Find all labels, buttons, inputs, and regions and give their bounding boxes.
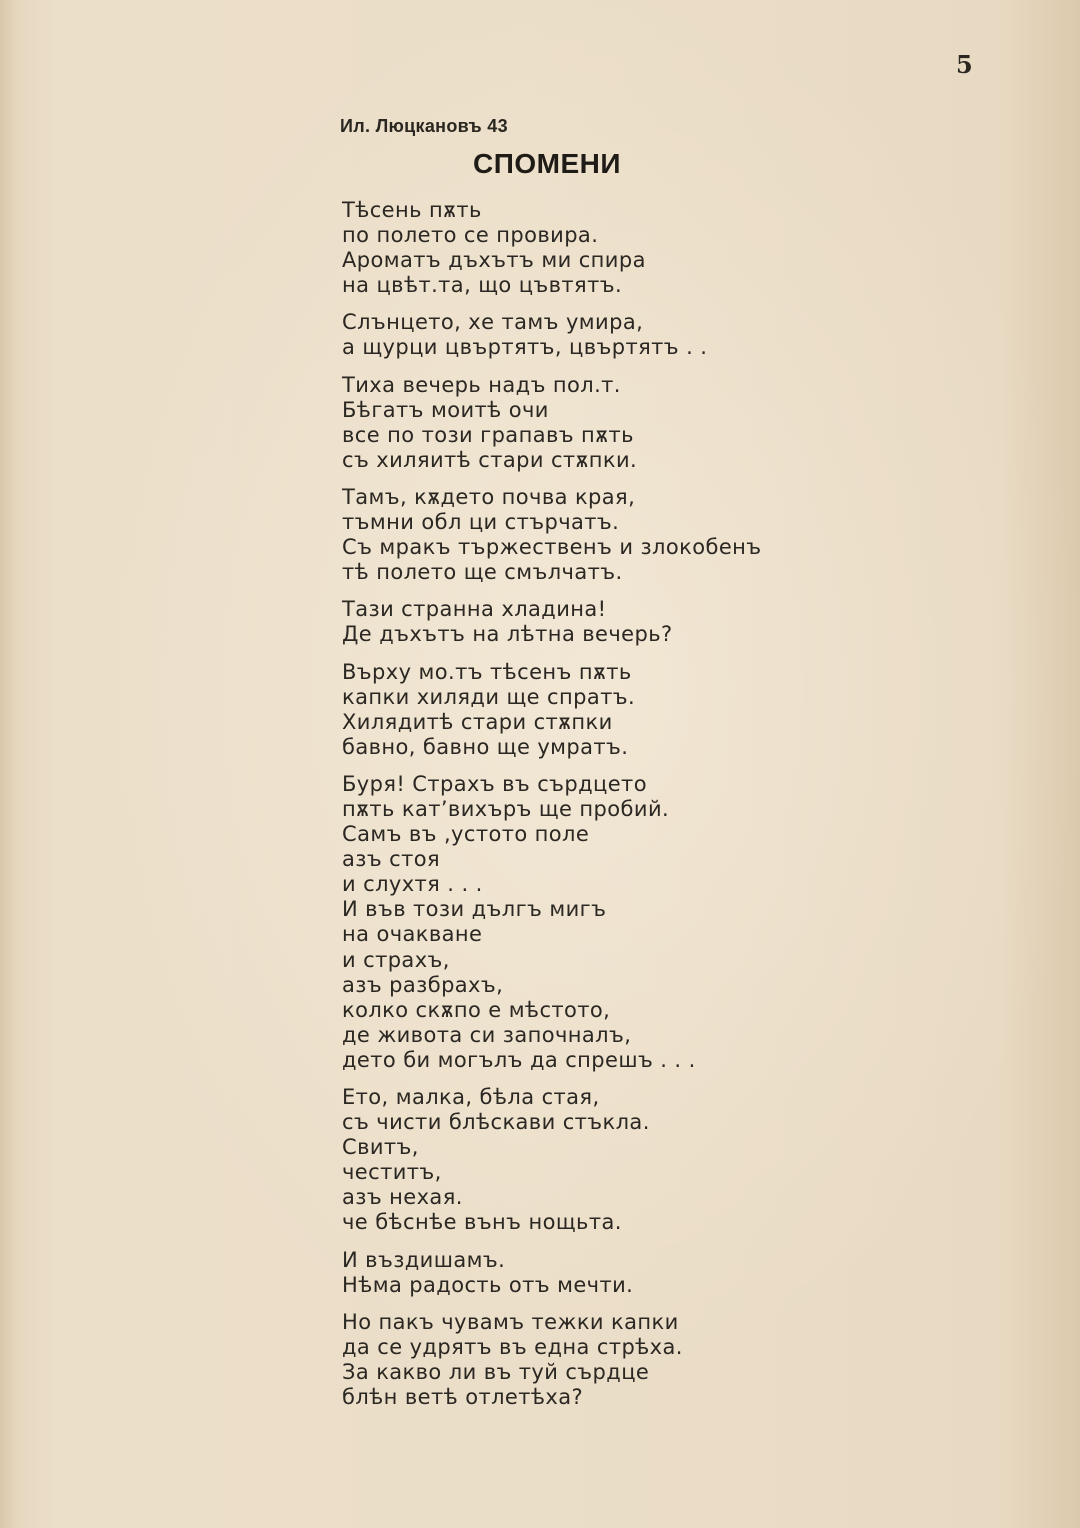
poem-line: бавно, бавно ще умратъ.: [342, 734, 629, 759]
poem-line: Върху мо.тъ тѣсенъ пѫть: [342, 659, 632, 684]
poem-line: Но пакъ чувамъ тежки капки: [342, 1309, 679, 1334]
poem-line: Тиха вечерь надъ пол.т.: [342, 372, 621, 397]
poem-line: Тѣсень пѫть: [342, 198, 482, 222]
poem-line: Буря! Страхъ въ сърдцето: [342, 771, 647, 796]
poem-line: съ чисти блѣскави стъкла.: [342, 1110, 650, 1135]
poem-line: съ хиляитѣ стари стѫпки.: [342, 447, 638, 472]
poem-line: де живота си започналъ,: [342, 1022, 632, 1047]
poem-line: на очакване: [342, 922, 483, 947]
poem-stanza: [342, 597, 1042, 647]
poem-line: и страхъ,: [342, 947, 450, 972]
poem-line: И във този дългъ мигъ: [342, 897, 607, 922]
poem-line: Тамъ, кѫдето почва края,: [342, 484, 636, 509]
poem-line: Нѣма радость отъ мечти.: [342, 1272, 634, 1297]
poem-line: Бѣгатъ моитѣ очи: [342, 397, 549, 422]
poem-stanza: [342, 772, 1042, 1073]
page-number: 5: [956, 50, 973, 79]
poem-stanza: [342, 1085, 1042, 1236]
poem-line: Ароматъ дъхътъ ми спира: [342, 248, 646, 273]
poem-line: азъ нехая.: [342, 1185, 463, 1210]
author-line: Ил. Люцкановъ 43: [340, 116, 508, 136]
poem-line: Хилядитѣ стари стѫпки: [342, 709, 613, 734]
poem-line: За какво ли въ туй сърдце: [342, 1359, 650, 1384]
poem-line: колко скѫпо е мѣстото,: [342, 997, 611, 1022]
poem-stanza: [342, 485, 1042, 585]
poem-line: азъ стоя: [342, 847, 441, 872]
poem-line: И въздишамъ.: [342, 1247, 506, 1272]
poem-line: Самъ въ ,устото поле: [342, 822, 590, 847]
poem-line: че бѣснѣе вънъ нощьта.: [342, 1210, 622, 1235]
poem-line: дето би могълъ да спрешъ . . .: [342, 1047, 696, 1072]
poem-body: [342, 198, 1042, 1422]
poem-line: Свитъ,: [342, 1135, 419, 1160]
poem-line: на цвѣт.тa, що цъвтятъ.: [342, 273, 623, 298]
poem-line: капки хиляди ще спратъ.: [342, 684, 636, 709]
poem-line: азъ разбрахъ,: [342, 972, 504, 997]
poem-stanza: [342, 1248, 1042, 1298]
poem-line: пѫть кат’вихъръ ще пробий.: [342, 796, 670, 821]
poem-line: тъмни обл ци стърчатъ.: [342, 510, 620, 535]
poem-stanza: [342, 1310, 1042, 1410]
poem-line: блѣн ветѣ отлетѣха?: [342, 1385, 584, 1410]
poem-line: все по този грапавъ пѫть: [342, 422, 634, 447]
poem-line: Слънцето, хе тамъ умира,: [342, 310, 644, 335]
poem-stanza: [342, 373, 1042, 473]
poem-line: Ето, малка, бѣла стая,: [342, 1085, 600, 1109]
poem-stanza: [342, 198, 1042, 298]
poem-title: СПОМЕНИ: [473, 148, 621, 179]
poem-stanza: [342, 660, 1042, 760]
poem-line: по полето се провира.: [342, 223, 599, 248]
poem-stanza: [342, 310, 1042, 360]
poem-line: и слухтя . . .: [342, 872, 483, 897]
poem-line: Де дъхътъ на лѣтна вечерь?: [342, 622, 673, 647]
poem-line: Съ мракъ тържественъ и злокобенъ: [342, 535, 762, 560]
poem-line: тѣ полето ще смълчатъ.: [342, 560, 623, 585]
poem-line: да се удрятъ въ една стрѣха.: [342, 1334, 683, 1359]
poem-line: честитъ,: [342, 1160, 442, 1185]
poem-line: Тази странна хладина!: [342, 597, 607, 622]
poem-line: а щурци цвъртятъ, цвъртятъ . .: [342, 335, 708, 360]
